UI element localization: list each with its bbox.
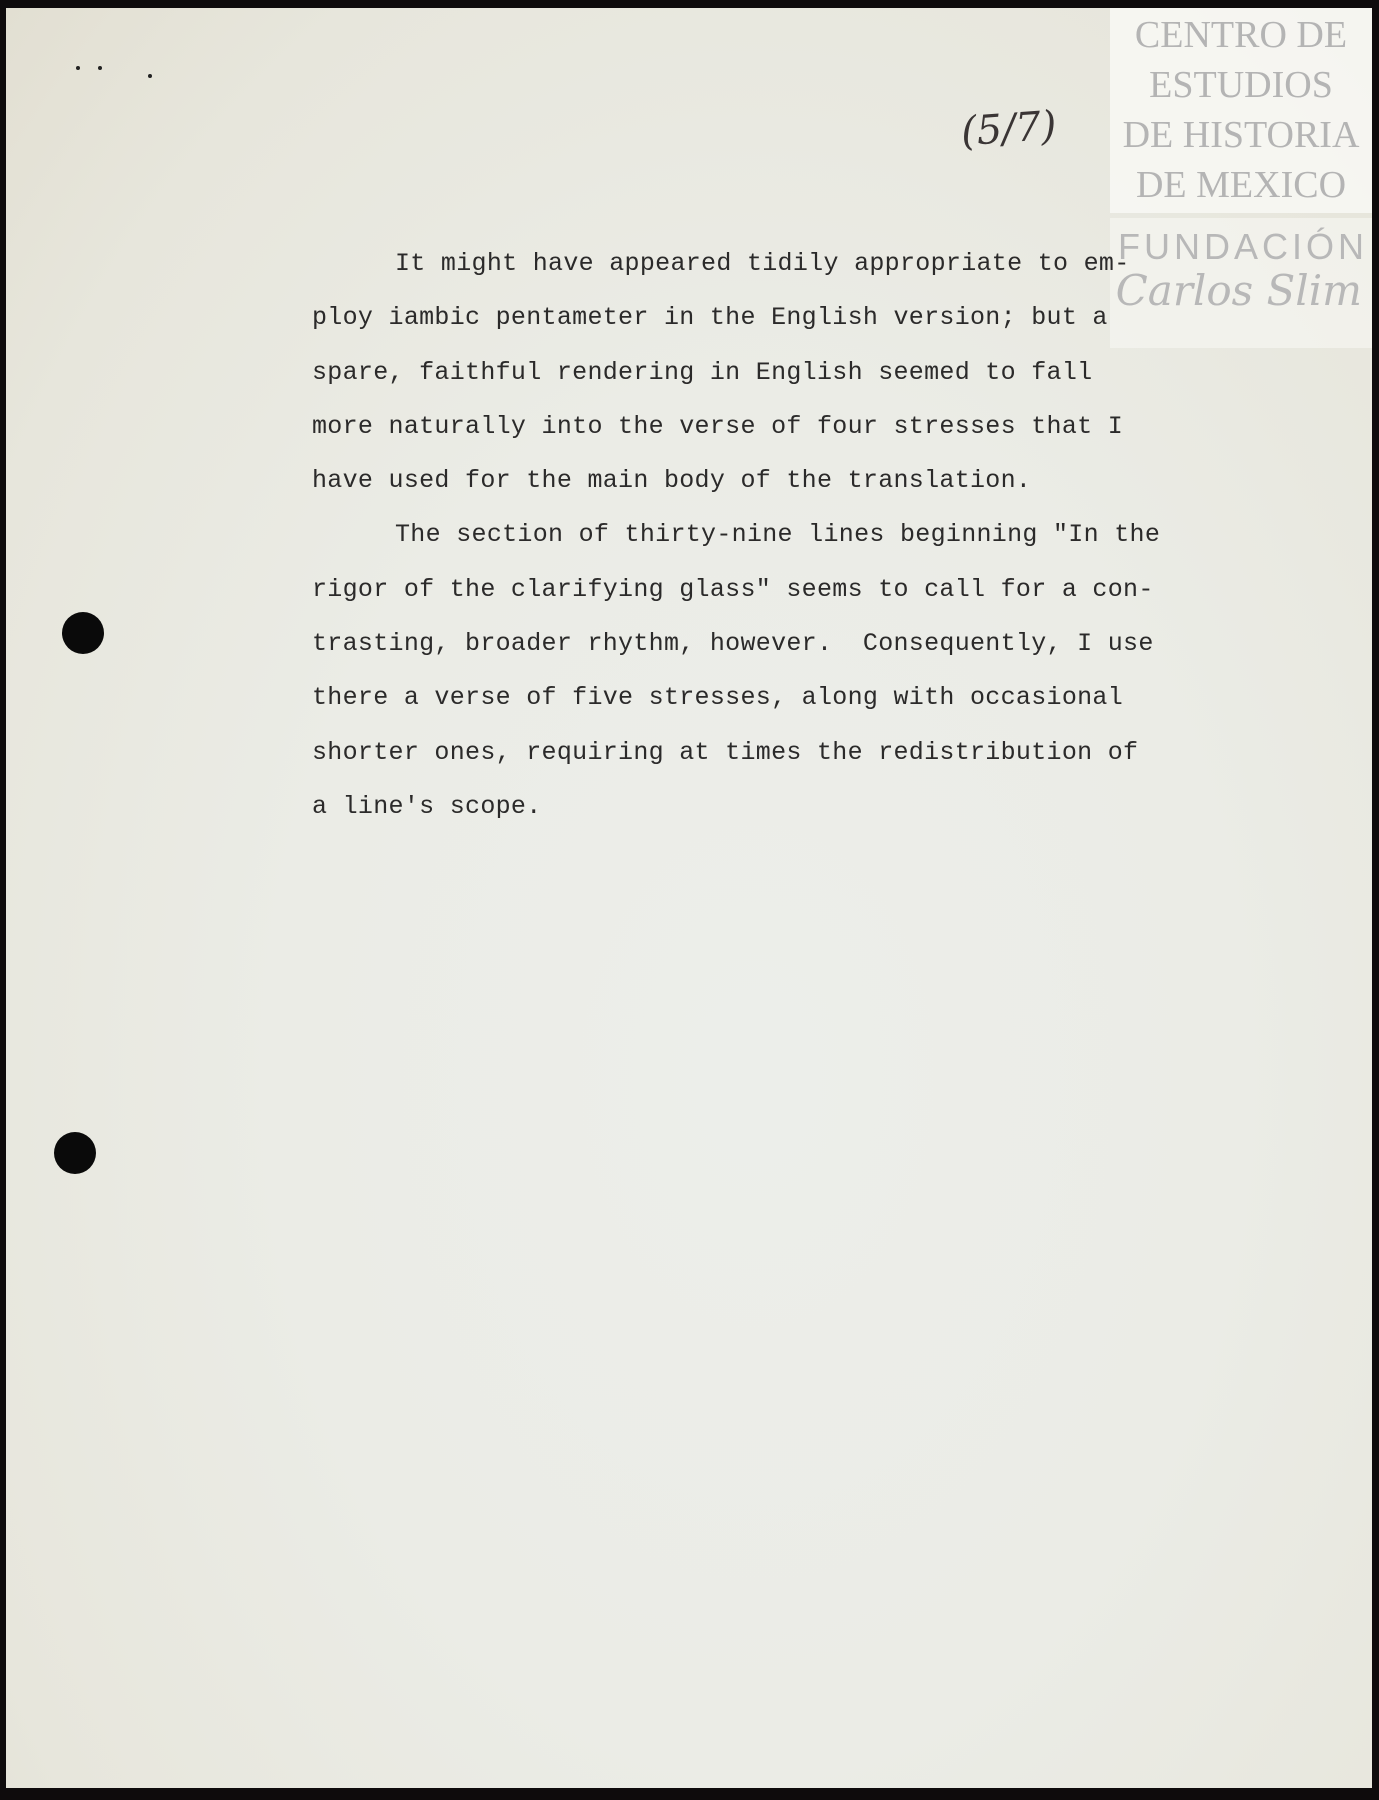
archive-stamp	[1110, 8, 1372, 213]
document-page	[6, 8, 1372, 1788]
ink-speck	[76, 66, 80, 70]
text-line: a line's scope.	[312, 791, 542, 821]
stamp-line: CENTRO DE	[1134, 14, 1348, 56]
text-line: spare, faithful rendering in English seemed to fall	[312, 357, 1093, 387]
punch-hole	[54, 1132, 96, 1174]
text-line: more naturally into the verse of four stresses that I	[312, 411, 1124, 441]
text-line: trasting, broader rhythm, however. Consequently, I use	[312, 629, 1154, 659]
stamp-line: ESTUDIOS	[1149, 64, 1333, 106]
text-line: It might have appeared tidily appropriate to em-	[395, 249, 1130, 278]
handwritten-page-number: (5/7)	[959, 102, 1059, 156]
text-line: there a verse of five stresses, along with occasional	[312, 683, 1124, 713]
ink-speck	[98, 66, 102, 70]
text-line: The section of thirty-nine lines beginning "In the	[395, 520, 1161, 550]
stamp-line: DE HISTORIA	[1122, 114, 1360, 156]
foundation-label: FUNDACIÓN	[1118, 226, 1368, 267]
stamp-line: DE MEXICO	[1135, 164, 1347, 206]
text-line: rigor of the clarifying glass" seems to call for a con-	[312, 574, 1154, 604]
foundation-signature: Carlos Slim	[1115, 266, 1362, 315]
punch-hole	[62, 612, 104, 654]
text-line: shorter ones, requiring at times the redistribution of	[312, 737, 1139, 767]
text-line: have used for the main body of the translation.	[312, 466, 1032, 496]
typed-text	[312, 237, 1242, 834]
text-line: ploy iambic pentameter in the English version; but a	[312, 303, 1108, 333]
ink-speck	[148, 74, 152, 78]
